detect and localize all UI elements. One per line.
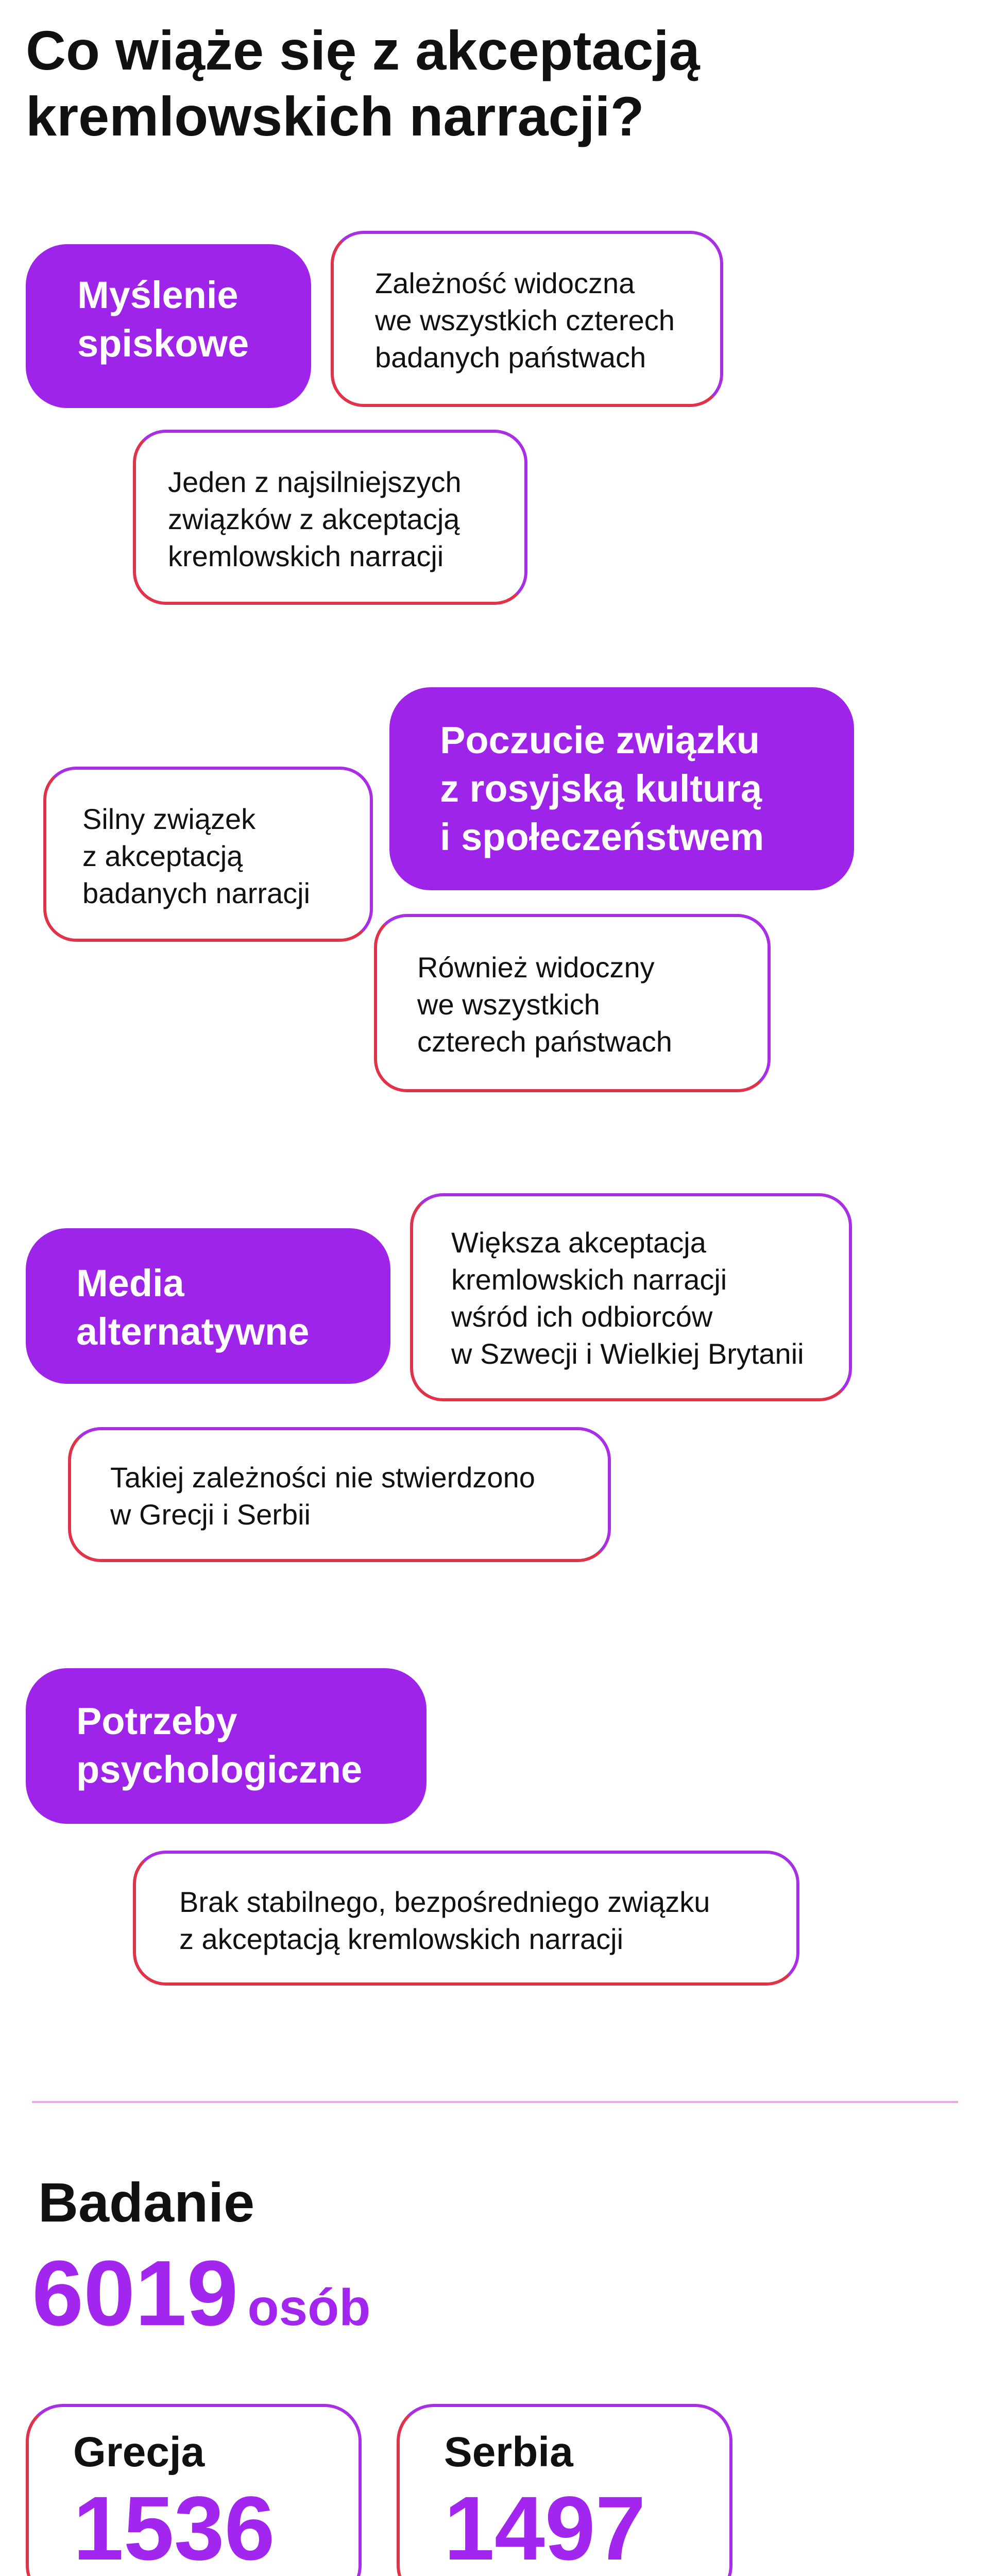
factor-label-line: i społeczeństwem <box>440 816 764 858</box>
factor-label-line: z rosyjską kulturą <box>440 767 762 810</box>
note-line: Brak stabilnego, bezpośredniego związku <box>179 1886 710 1918</box>
note-line: we wszystkich czterech <box>375 304 675 336</box>
factor-label-line: Potrzeby <box>76 1700 237 1742</box>
note-line: związków z akceptacją <box>168 503 460 535</box>
note-line: wśród ich odbiorców <box>451 1300 713 1333</box>
note-line: badanych narracji <box>82 877 311 909</box>
note-bubble <box>410 1193 852 1401</box>
note-line: czterech państwach <box>417 1025 672 1058</box>
note-line: we wszystkich <box>417 988 600 1021</box>
note-line: kremlowskich narracji <box>451 1263 727 1296</box>
country-name: Serbia <box>444 2429 573 2476</box>
note-line: Większa akceptacja <box>451 1226 706 1259</box>
factor-label-alternative-media <box>26 1228 390 1384</box>
note-line: w Szwecji i Wielkiej Brytanii <box>451 1337 804 1370</box>
note-line: z akceptacją kremlowskich narracji <box>179 1923 624 1955</box>
country-count: 1497 <box>444 2478 646 2576</box>
factor-label-line: alternatywne <box>76 1310 310 1353</box>
study-heading: Badanie <box>38 2171 255 2233</box>
note-line: Silny związek <box>82 803 256 835</box>
note-line: Jeden z najsilniejszych <box>168 466 462 498</box>
factor-label-line: Myślenie <box>77 274 238 316</box>
note-line: badanych państwach <box>375 341 646 374</box>
note-bubble <box>133 1851 799 1986</box>
note-line: Takiej zależności nie stwierdzono <box>110 1461 535 1494</box>
factor-label-conspiracy-thinking <box>26 244 311 408</box>
factor-label-psychological-needs <box>26 1668 427 1824</box>
note-bubble <box>133 430 527 605</box>
country-name: Grecja <box>73 2429 205 2476</box>
note-line: Zależność widoczna <box>375 267 635 299</box>
note-line: Również widoczny <box>417 951 655 984</box>
study-total-number: 6019 <box>32 2242 238 2345</box>
note-line: kremlowskich narracji <box>168 540 444 572</box>
note-bubble <box>68 1427 611 1562</box>
factor-label-russian-culture-bond <box>389 687 854 890</box>
note-line: z akceptacją <box>82 840 243 872</box>
country-card-serbia <box>397 2404 732 2576</box>
country-count: 1536 <box>73 2478 275 2576</box>
study-total-unit: osób <box>247 2279 371 2336</box>
factor-label-line: psychologiczne <box>76 1748 363 1791</box>
note-bubble <box>374 914 771 1092</box>
factor-label-line: spiskowe <box>77 322 249 365</box>
study-total <box>32 2242 370 2345</box>
note-bubble <box>43 767 373 942</box>
factor-label-line: Poczucie związku <box>440 719 760 761</box>
section-divider <box>32 2101 958 2103</box>
page-title: Co wiąże się z akceptacją kremlowskich narracji? <box>26 19 700 147</box>
country-card-greece <box>26 2404 362 2576</box>
note-line: w Grecji i Serbii <box>110 1498 311 1531</box>
factor-label-line: Media <box>76 1262 184 1304</box>
note-bubble <box>331 231 723 407</box>
